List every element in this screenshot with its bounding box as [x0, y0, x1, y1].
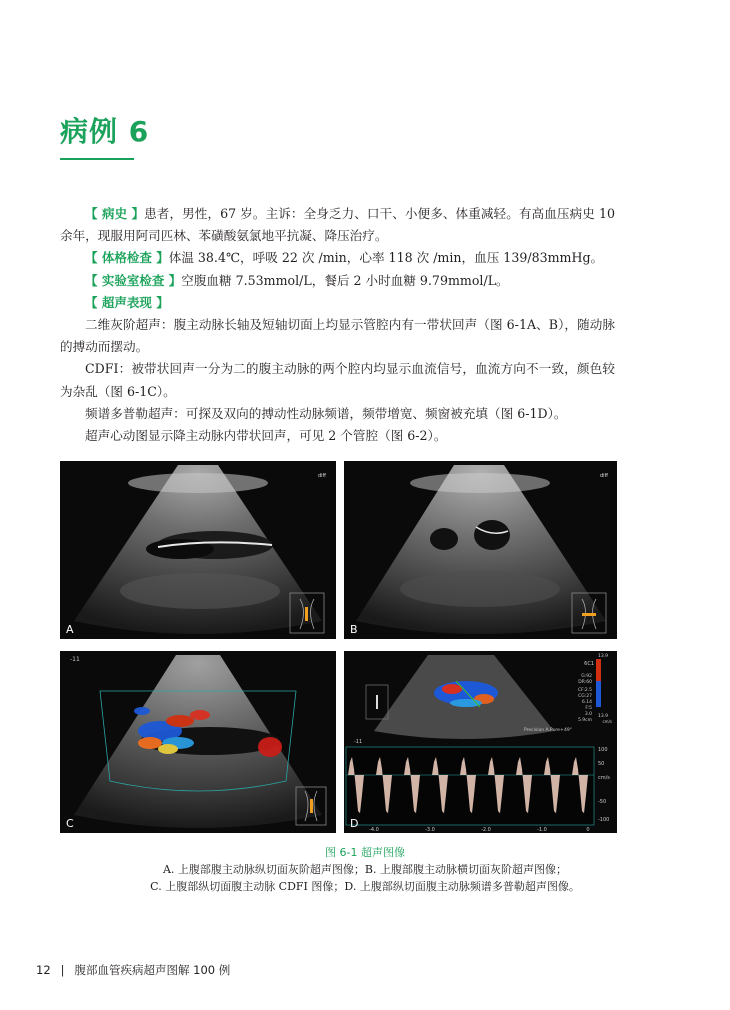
grayscale-longitudinal-image	[60, 461, 336, 639]
ultrasound-paragraph-4: 超声心动图显示降主动脉内带状回声，可见 2 个管腔（图 6-2）。	[85, 428, 447, 444]
ultrasound-paragraph-2: CDFI：被带状回声一分为二的腹主动脉的两个腔内均显示血流信号，血流方向不一致，颜色较为杂乱（图 6-1C）。	[60, 361, 615, 399]
panel-label-b: B	[350, 623, 358, 636]
angle-label: 49°	[564, 728, 572, 733]
case-title: 病例 6	[60, 115, 150, 148]
param-label: 3.0	[584, 712, 592, 717]
time-label: -1.0	[537, 827, 547, 833]
ultrasound-image-b	[344, 461, 617, 639]
side-label: diff	[599, 473, 608, 479]
panel-label-d: D	[350, 817, 359, 830]
axis-label: cm/s	[598, 775, 610, 781]
lab-tag: 【 实验室检查 】	[85, 272, 182, 288]
lab-text: 空腹血糖 7.53mmol/L，餐后 2 小时血糖 9.79mmol/L。	[181, 272, 509, 288]
lab-paragraph	[60, 270, 615, 292]
title-underline	[60, 158, 134, 160]
panel-label-a: A	[66, 623, 74, 636]
ultrasound-image-d	[344, 651, 617, 833]
scale-top: 13.9	[597, 654, 608, 659]
footer-separator: |	[60, 963, 65, 977]
ultrasound-tag: 【 超声表现 】	[85, 294, 169, 310]
probe-note: Precision A.Pure+	[524, 728, 564, 733]
book-title: 腹部血管疾病超声图解 100 例	[74, 963, 231, 977]
history-text: 患者，男性，67 岁。主诉：全身乏力、口干、小便多、体重减轻。有高血压病史 10 余年，现服用阿司匹林、苯磺酸氨氯地平抗凝、降压治疗。	[60, 206, 615, 244]
time-label: -4.0	[369, 827, 379, 833]
grayscale-transverse-image	[344, 461, 617, 639]
exam-text: 体温 38.4℃，呼吸 22 次 /min，心率 118 次 /min，血压 139/83mmHg。	[168, 250, 604, 266]
scale-unit: cm/s	[602, 719, 612, 724]
figure-caption-title: 图 6-1 超声图像	[325, 846, 405, 859]
ultrasound-paragraph-1: 二维灰阶超声：腹主动脉长轴及短轴切面上均显示管腔内有一带状回声（图 6-1A、B），随动脉的搏动而摆动。	[60, 317, 615, 355]
param-label: G:92	[581, 674, 592, 679]
axis-label: 100	[598, 747, 608, 753]
param-label: 5.9cm	[577, 718, 592, 723]
page-footer	[36, 962, 230, 978]
page-number: 12	[36, 963, 51, 977]
figure-caption-line-2: C. 上腹部纵切面腹主动脉 CDFI 图像；D. 上腹部纵切面腹主动脉频谱多普勒超声图像。	[150, 880, 580, 893]
axis-label: 50	[598, 761, 605, 767]
axis-label: -100	[598, 817, 610, 823]
depth-label: -11	[354, 739, 363, 745]
panel-label-c: C	[66, 817, 74, 830]
ultrasound-heading	[60, 292, 615, 314]
scale-bottom: 13.9	[597, 714, 608, 719]
history-paragraph	[60, 203, 615, 247]
ultrasound-image-a	[60, 461, 336, 639]
time-label: -2.0	[481, 827, 491, 833]
side-label: diff	[317, 473, 326, 479]
exam-paragraph	[60, 247, 615, 269]
param-label: DR:60	[578, 680, 592, 685]
param-label: 6.14	[581, 700, 592, 705]
exam-tag: 【 体格检查 】	[85, 250, 169, 266]
ultrasound-paragraph-3: 频谱多普勒超声：可探及双向的搏动性动脉频谱，频带增宽、频窗被充填（图 6-1D）。	[85, 405, 567, 421]
time-label: -3.0	[425, 827, 435, 833]
depth-label: -11	[70, 656, 80, 663]
cdfi-image	[60, 651, 336, 833]
param-label: CG:27	[578, 694, 592, 699]
figure-caption-line-1: A. 上腹部腹主动脉纵切面灰阶超声图像；B. 上腹部腹主动脉横切面灰阶超声图像；	[162, 863, 567, 876]
case-body	[60, 203, 615, 447]
history-tag: 【 病史 】	[85, 206, 145, 221]
ultrasound-image-c	[60, 651, 336, 833]
probe-label: 6C1	[584, 661, 594, 667]
doppler-spectrum-image	[344, 651, 617, 833]
axis-label: -50	[598, 799, 607, 805]
param-label: CF:2.5	[577, 688, 592, 693]
param-label: F:5	[585, 706, 592, 711]
time-label: 0	[586, 827, 590, 833]
